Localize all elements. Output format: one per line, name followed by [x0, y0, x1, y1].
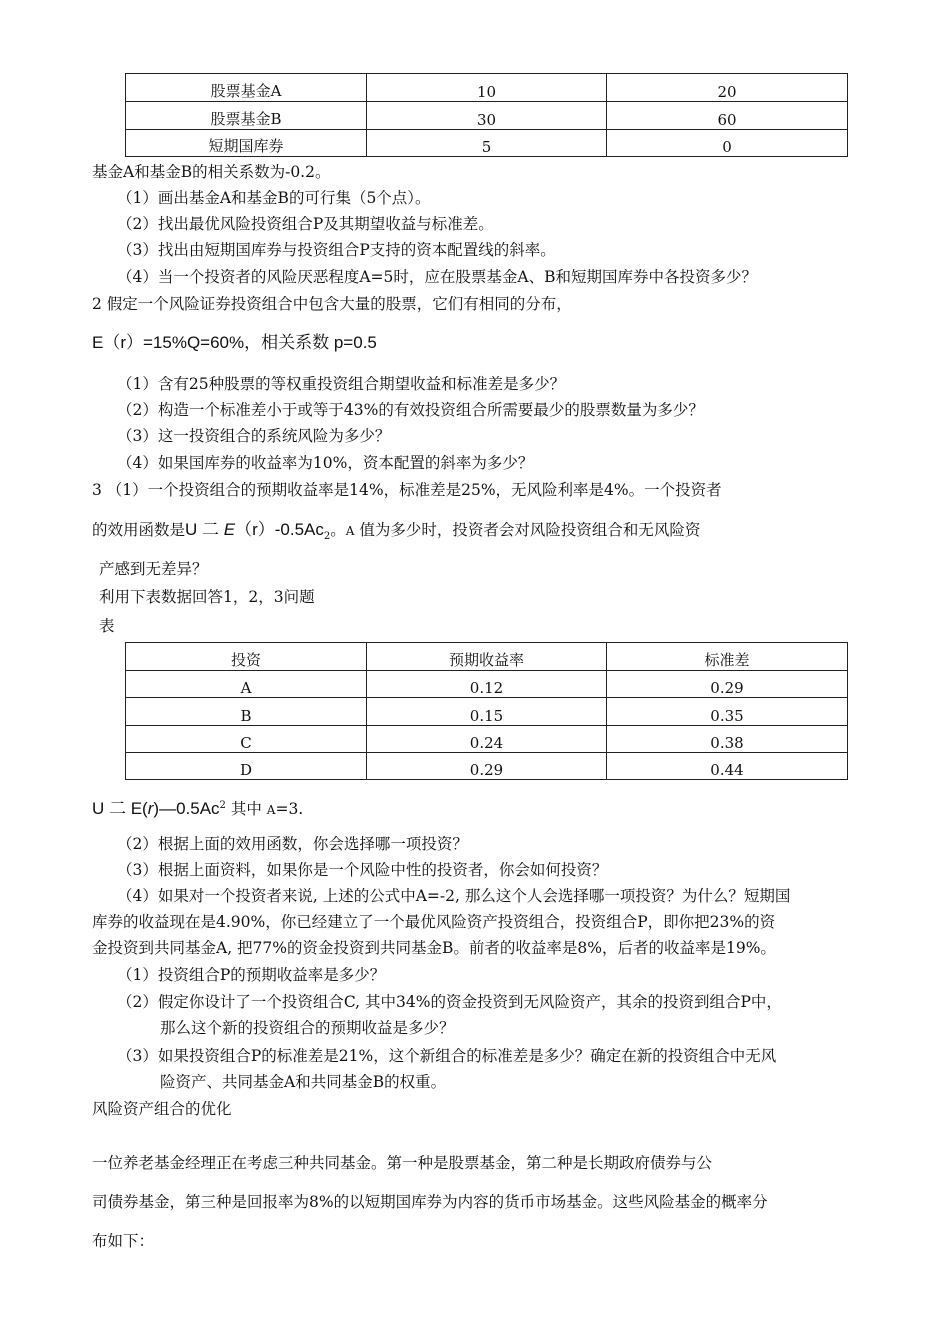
question-text: 产感到无差异？	[99, 560, 208, 578]
text-span: 其中	[225, 800, 267, 819]
instruction-text: 利用下表数据回答1，2，3问题	[99, 588, 315, 606]
text-span: 的效用函数是	[92, 521, 186, 539]
question-text: （1）投资组合P的预期收益率是多少？	[117, 966, 386, 984]
text-span: E	[223, 520, 236, 539]
table-cell: D	[126, 753, 367, 780]
table-cell: 0.35	[607, 698, 848, 726]
text-span: )—0.5Ac	[153, 799, 220, 819]
table-cell: 20	[607, 74, 848, 102]
table-row	[126, 726, 848, 753]
table-row	[126, 753, 848, 780]
formula-text: E（r）=15%Q=60%，相关系数 p=0.5	[92, 333, 377, 352]
table-cell: C	[126, 726, 367, 753]
table-cell: 0	[607, 130, 848, 157]
table-cell: 股票基金A	[126, 74, 367, 102]
table-cell: 60	[607, 102, 848, 130]
table-row	[126, 671, 848, 698]
text-span: A	[266, 803, 276, 818]
utility-line	[92, 520, 700, 547]
table-row	[126, 102, 848, 130]
question-text: 险资产、共同基金A和共同基金B的权重。	[160, 1073, 447, 1091]
question-text: （2）构造一个标准差小于或等于43%的有效投资组合所需要最少的股票数量为多少？	[117, 401, 704, 419]
table-header-row	[126, 643, 848, 671]
question-text: （1）含有25种股票的等权重投资组合期望收益和标准差是多少？	[117, 375, 566, 393]
table-cell: 0.24	[367, 726, 607, 753]
correlation-text: 基金A和基金B的相关系数为-0.2。	[92, 163, 331, 181]
table-cell: 5	[367, 130, 607, 157]
section-heading: 风险资产组合的优化	[92, 1100, 232, 1118]
table-cell: 0.15	[367, 698, 607, 726]
question-text: （4）如果国库券的收益率为10%，资本配置的斜率为多少？	[117, 454, 534, 472]
text-span: =3.	[275, 800, 304, 819]
column-header: 投资	[126, 643, 367, 671]
paragraph-text: 布如下：	[92, 1232, 155, 1250]
question-text: （2）找出最优风险投资组合P及其期望收益与标准差。	[117, 215, 494, 233]
table-cell: 0.29	[607, 671, 848, 698]
paragraph-text: 一位养老基金经理正在考虑三种共同基金。第一种是股票基金，第二种是长期政府债券与公	[92, 1154, 713, 1172]
text-span: U 二	[185, 520, 224, 539]
question-text: （1）画出基金A和基金B的可行集（5个点）。	[117, 189, 431, 207]
fund-table	[125, 73, 848, 157]
text-span: 。	[330, 521, 346, 539]
question-text: （3）这一投资组合的系统风险为多少？	[117, 427, 391, 445]
question-text: （3）根据上面资料，如果你是一个风险中性的投资者，你会如何投资？	[117, 861, 608, 879]
question-text: （2）假定你设计了一个投资组合C, 其中34%的资金投资到无风险资产，其余的投资到组合P中，	[117, 993, 782, 1011]
column-header: 预期收益率	[367, 643, 607, 671]
text-span: 2	[323, 531, 331, 543]
table-row	[126, 698, 848, 726]
investment-table	[125, 642, 848, 780]
table-cell: 短期国库券	[126, 130, 367, 157]
question-text: （4）当一个投资者的风险厌恶程度A=5时，应在股票基金A、B和短期国库券中各投资多少？	[117, 268, 757, 286]
table-cell: 0.29	[367, 753, 607, 780]
table-cell: B	[126, 698, 367, 726]
table-row	[126, 74, 848, 102]
text-span: A	[345, 524, 355, 538]
table-row	[126, 130, 848, 157]
question-text: 3 （1）一个投资组合的预期收益率是14%，标准差是25%，无风险利率是4%。一个投资者	[92, 481, 722, 499]
text-span: U 二 E(	[92, 799, 148, 819]
text-span: r	[147, 799, 154, 819]
text-span: 2	[219, 800, 226, 811]
question-text: 金投资到共同基金A, 把77%的资金投资到共同基金B。前者的收益率是8%，后者的收益率是19%。	[92, 939, 776, 957]
paragraph-text: 司债券基金，第三种是回报率为8%的以短期国库券为内容的货币市场基金。这些风险基金的概率分	[92, 1193, 768, 1211]
question-text: （4）如果对一个投资者来说, 上述的公式中A=-2, 那么这个人会选择哪一项投资？为什么？短期国	[117, 887, 791, 905]
question-text: 2 假定一个风险证券投资组合中包含大量的股票，它们有相同的分布，	[92, 295, 572, 313]
question-text: 那么这个新的投资组合的预期收益是多少？	[160, 1019, 455, 1037]
table-cell: 0.38	[607, 726, 848, 753]
question-text: （3）如果投资组合P的标准差是21%，这个新组合的标准差是多少？确定在新的投资组合中无风	[117, 1047, 777, 1065]
table-label: 表	[99, 617, 115, 635]
table-cell: 30	[367, 102, 607, 130]
text-span: （r）-0.5Ac	[235, 520, 324, 539]
question-text: 库券的收益现在是4.90%，你已经建立了一个最优风险资产投资组合，投资组合P，即你把23%的资	[92, 913, 776, 931]
table-cell: 0.12	[367, 671, 607, 698]
utility-formula	[92, 796, 303, 820]
column-header: 标准差	[607, 643, 848, 671]
table-cell: A	[126, 671, 367, 698]
text-span: 值为多少时，投资者会对风险投资组合和无风险资	[354, 521, 701, 539]
question-text: （2）根据上面的效用函数，你会选择哪一项投资？	[117, 835, 468, 853]
table-cell: 股票基金B	[126, 102, 367, 130]
table-cell: 10	[367, 74, 607, 102]
question-text: （3）找出由短期国库券与投资组合P支持的资本配置线的斜率。	[117, 241, 556, 259]
table-cell: 0.44	[607, 753, 848, 780]
